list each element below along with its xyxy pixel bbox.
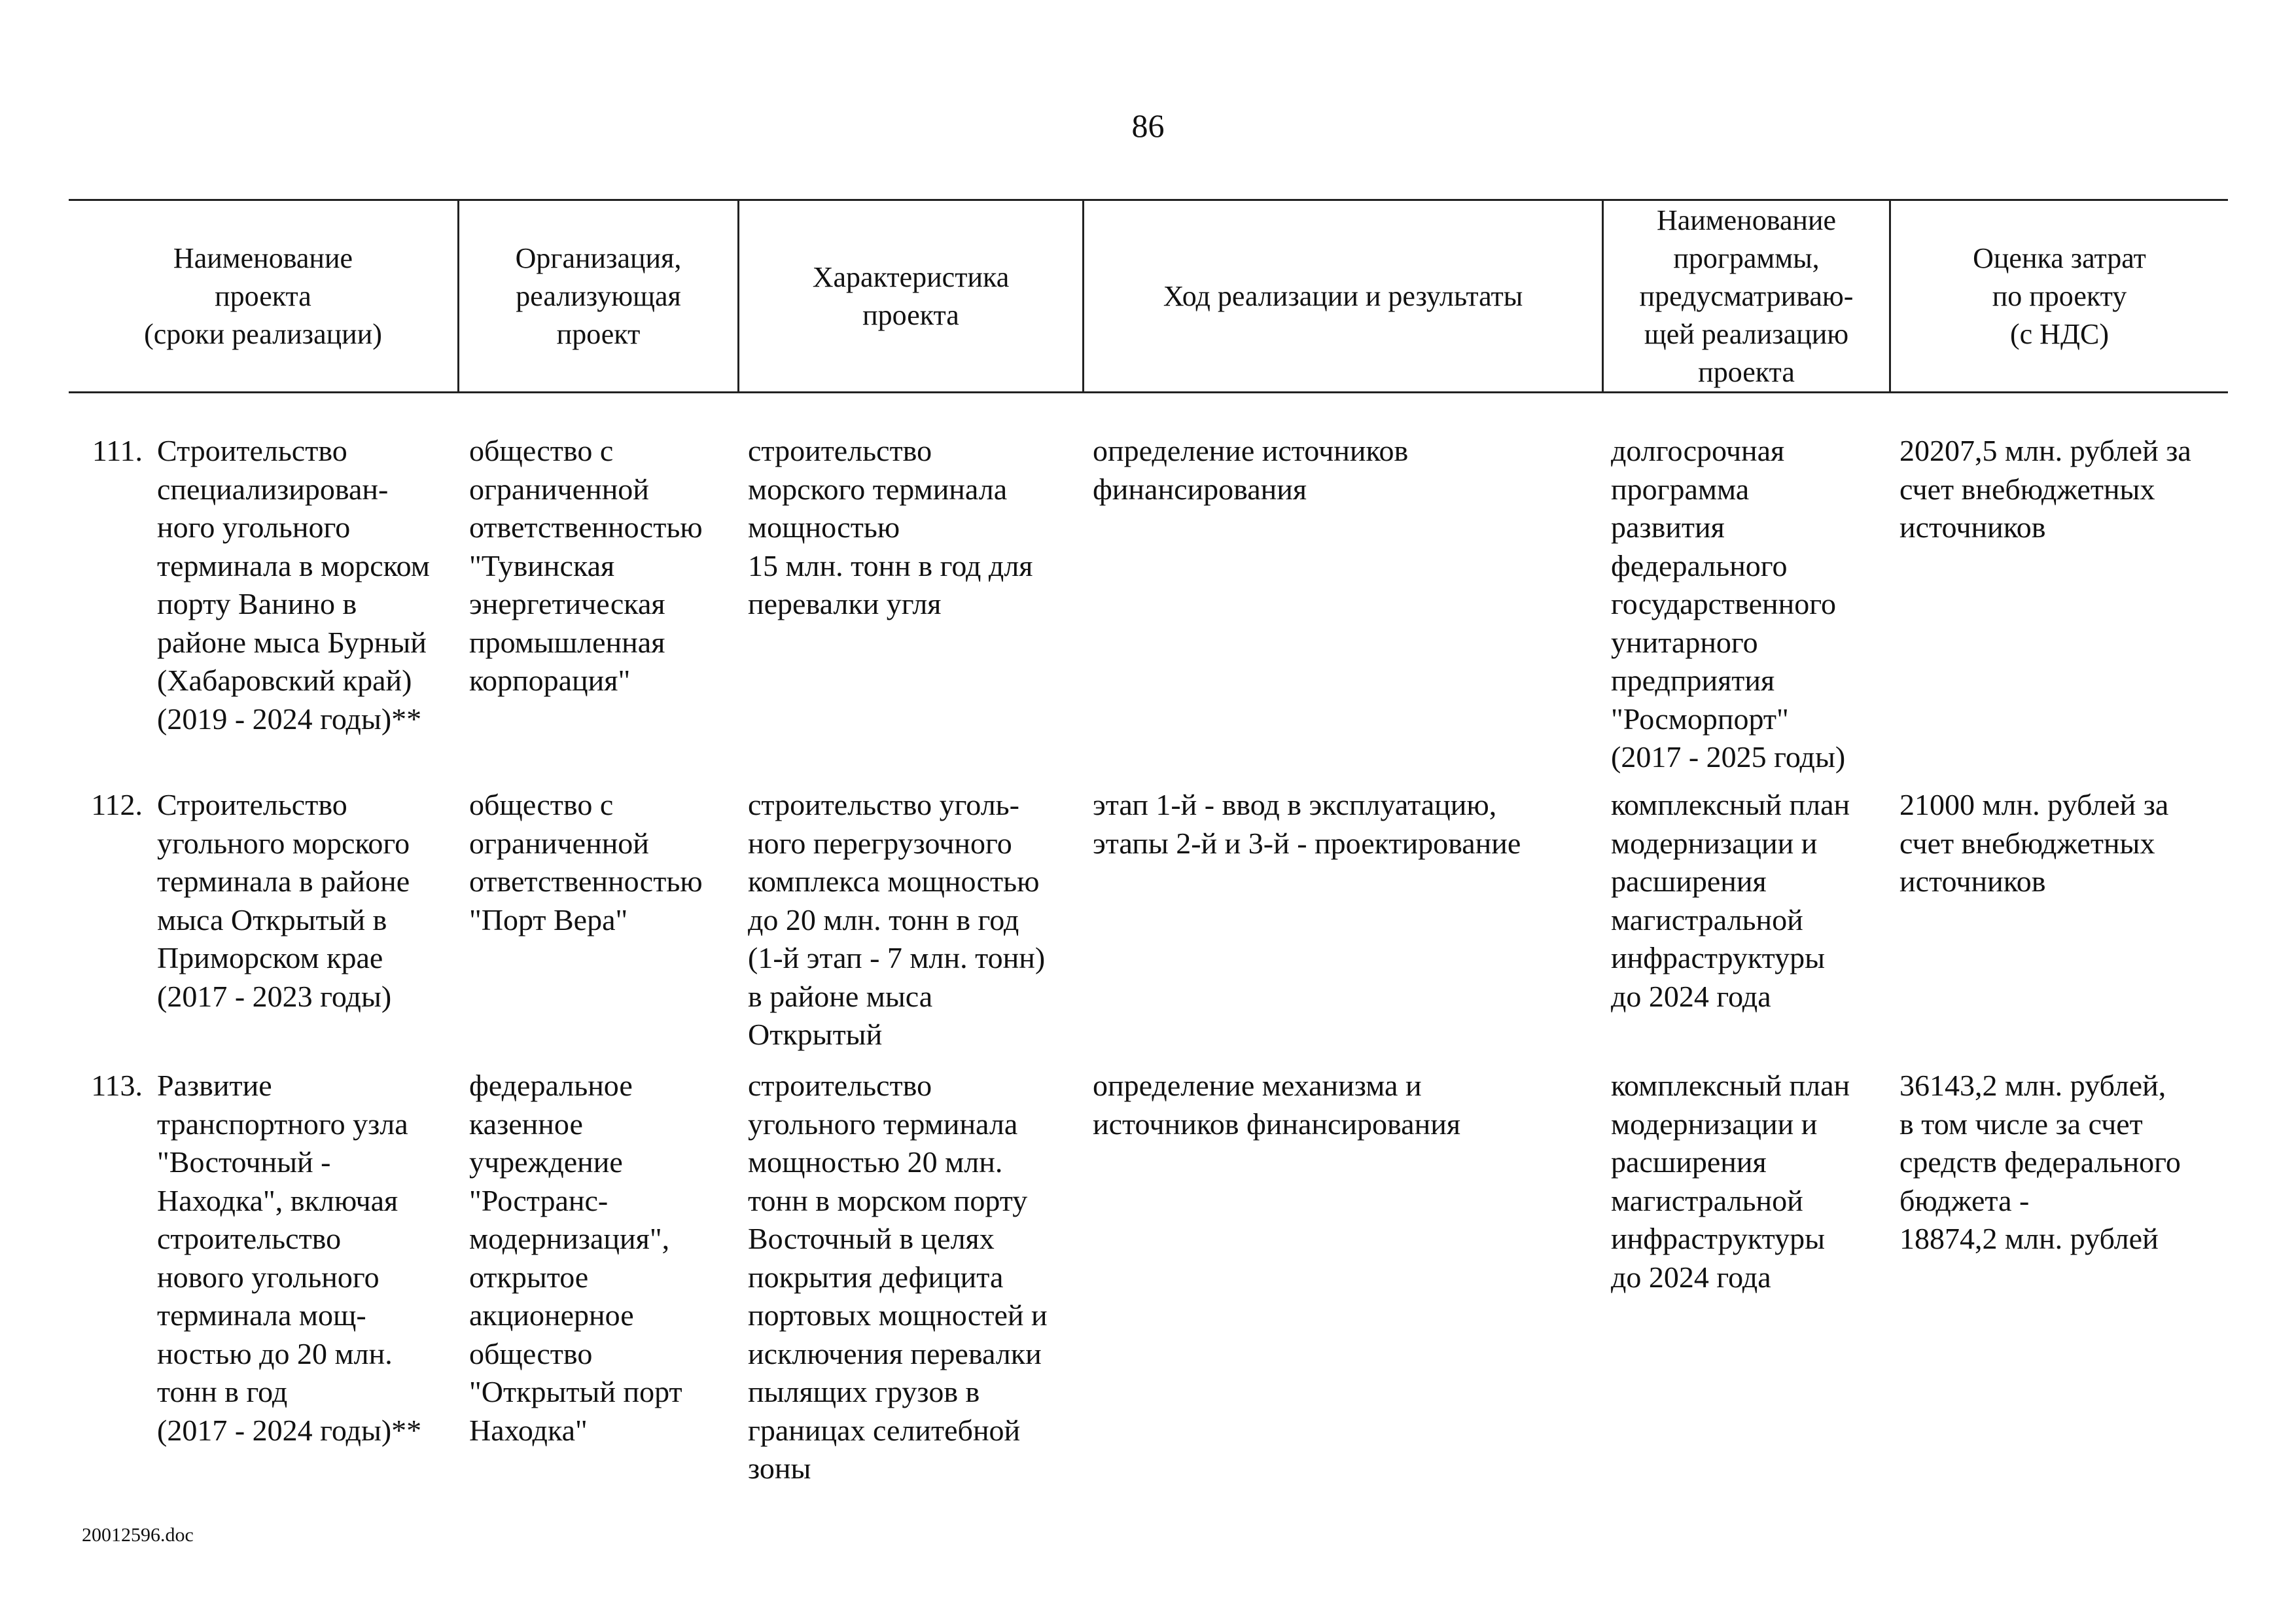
row-number: 113. bbox=[91, 1069, 143, 1102]
program-cell: комплексный план модернизации и расширения магистральной инфраструктуры до 2024 года bbox=[1611, 788, 1850, 1013]
progress-cell: определение механизма и источников финансирования bbox=[1093, 1069, 1460, 1141]
characteristic-cell: строительство угольного терминала мощностью 20 млн. тонн в морском порту Восточный в целях покрытия дефицита портовых мощностей и исключения перевалки пылящих грузов в границах селитебной зоны bbox=[748, 1069, 1048, 1485]
document-footer: 20012596.doc bbox=[82, 1524, 194, 1546]
program-cell: комплексный план модернизации и расширения магистральной инфраструктуры до 2024 года bbox=[1611, 1069, 1850, 1294]
program-cell: долгосрочная программа развития федерального государственного унитарного предприятия "Росморпорт" (2017 - 2025 годы) bbox=[1611, 434, 1846, 774]
header-characteristic-text: Характеристика проекта bbox=[812, 261, 1010, 331]
row-number: 112. bbox=[91, 788, 143, 821]
characteristic-cell: строительство морского терминала мощностью 15 млн. тонн в год для перевалки угля bbox=[748, 434, 1033, 620]
project-name-cell: Строительство специализирован- ного угольного терминала в морском порту Ванино в районе мыса Бурный (Хабаровский край) (2019 - 2024 годы)** bbox=[157, 434, 430, 736]
header-organization-text: Организация, реализующая проект bbox=[515, 242, 682, 350]
header-characteristic bbox=[739, 200, 1082, 393]
header-cost bbox=[1891, 200, 2228, 393]
row-number: 111. bbox=[92, 434, 143, 467]
cost-cell: 21000 млн. рублей за счет внебюджетных источников bbox=[1899, 788, 2169, 898]
project-name-cell: Развитие транспортного узла "Восточный - Находка", включая строительство нового угольного терминала мощ- ностью до 20 млн. тонн в год (2017 - 2024 годы)** bbox=[157, 1069, 422, 1447]
header-progress bbox=[1084, 200, 1602, 393]
header-progress-text: Ход реализации и результаты bbox=[1163, 280, 1523, 312]
header-project-name bbox=[69, 200, 457, 393]
page-number: 86 bbox=[1131, 107, 1165, 144]
header-program bbox=[1604, 200, 1889, 393]
header-cost-text: Оценка затрат по проекту (с НДС) bbox=[1973, 242, 2146, 350]
project-name-cell: Строительство угольного морского терминала в районе мыса Открытый в Приморском крае (2017 - 2023 годы) bbox=[157, 788, 410, 1013]
cost-cell: 36143,2 млн. рублей, в том числе за счет средств федерального бюджета - 18874,2 млн. рублей bbox=[1899, 1069, 2181, 1255]
characteristic-cell: строительство уголь- ного перегрузочного комплекса мощностью до 20 млн. тонн в год (1-й этап - 7 млн. тонн) в районе мыса Открытый bbox=[748, 788, 1046, 1051]
cost-cell: 20207,5 млн. рублей за счет внебюджетных источников bbox=[1899, 434, 2191, 544]
progress-cell: определение источников финансирования bbox=[1093, 434, 1409, 506]
organization-cell: общество с ограниченной ответственностью "Тувинская энергетическая промышленная корпорация" bbox=[469, 434, 703, 697]
header-organization bbox=[459, 200, 737, 393]
header-program-text: Наименование программы, предусматриваю- щей реализацию проекта bbox=[1639, 204, 1854, 388]
organization-cell: федеральное казенное учреждение "Ространс- модернизация", открытое акционерное общество "Открытый порт Находка" bbox=[469, 1069, 682, 1447]
header-project-name-text: Наименование проекта (сроки реализации) bbox=[144, 242, 382, 350]
progress-cell: этап 1-й - ввод в эксплуатацию, этапы 2-й и 3-й - проектирование bbox=[1093, 788, 1521, 860]
organization-cell: общество с ограниченной ответственностью "Порт Вера" bbox=[469, 788, 703, 936]
